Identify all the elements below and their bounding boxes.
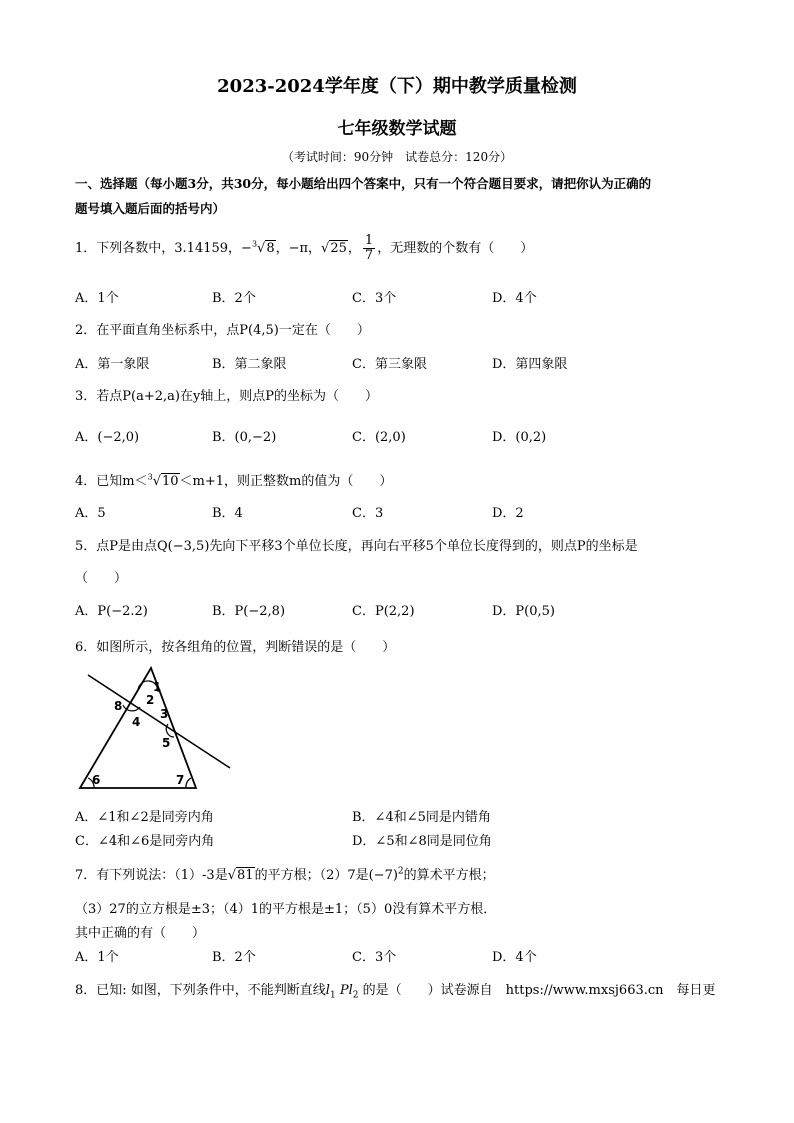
q1-prefix: 1．下列各数中，3.14159，: [75, 241, 242, 256]
q3-option-a: A．(−2,0): [75, 430, 140, 445]
angle-label-8: 8: [114, 699, 123, 713]
q7-option-d: D．4个: [492, 950, 537, 965]
angle-label-6: 6: [92, 773, 101, 787]
question-5: 5．点P是由点Q(−3,5)先向下平移3个单位长度，再向右平移5个单位长度得到的，则点P的坐标是: [75, 539, 638, 554]
triangle-figure: [78, 660, 238, 795]
q4-suffix: ＜m+1，则正整数m的值为（ ）: [179, 474, 393, 489]
q4-option-a: A．5: [75, 506, 106, 521]
question-7-line2: （3）27的立方根是±3；（4）1的平方根是±1；（5）0没有算术平方根．: [75, 902, 497, 917]
q4-cbrt-value: 10: [162, 474, 179, 489]
q7-option-c: C．3个: [352, 950, 397, 965]
q1-cbrt-index: 3: [251, 239, 258, 249]
q8-line-l2-sub: 2: [352, 990, 359, 1001]
section-heading-line1: 一、选择题（每小题3分，共30分，每小题给出四个答案中，只有一个符合题目要求，请把你认为正确的: [75, 176, 652, 191]
q1-pi: ，−π，: [275, 241, 322, 256]
question-2: 2．在平面直角坐标系中，点P(4,5)一定在（ ）: [75, 323, 370, 338]
q1-cbrt-sign: −: [241, 241, 252, 256]
q1-comma: ，: [347, 241, 361, 256]
section-heading-line2: 题号填入题后面的括号内）: [75, 201, 226, 216]
q6-option-c: C．∠4和∠6是同旁内角: [75, 834, 215, 849]
q8-part2: 的是（ ）试卷源自 https://www.mxsj663.cn 每日更: [358, 983, 716, 998]
q3-option-c: C．(2,0): [352, 430, 406, 445]
q7-part3: 的算术平方根；: [403, 868, 495, 883]
q5-option-a: A．P(−2.2): [75, 604, 148, 619]
q7-part1: 7．有下列说法：（1）-3是: [75, 868, 228, 883]
q3-option-b: B．(0,−2): [212, 430, 277, 445]
q1-option-b: B．2个: [212, 291, 256, 306]
exam-subtitle: 七年级数学试题: [337, 119, 457, 139]
q4-cbrt-index: 3: [147, 472, 153, 482]
q8-parallel-symbol: P: [335, 983, 349, 998]
angle-label-1: 1: [153, 680, 162, 694]
angle-label-4: 4: [132, 715, 141, 729]
angle-arc-7: [186, 778, 191, 788]
q1-suffix: ，无理数的个数有（ ）: [377, 241, 534, 256]
question-3: 3．若点P(a+2,a)在y轴上，则点P的坐标为（ ）: [75, 389, 379, 404]
q2-option-b: B．第二象限: [212, 357, 287, 372]
question-7: 7．有下列说法：（1）-3是√81的平方根；（2）7是$(-7)^2$的算术平方根；: [75, 866, 495, 883]
exam-title: 2023-2024学年度（下）期中教学质量检测: [217, 76, 577, 97]
q6-option-b: B．∠4和∠5同是内错角: [352, 810, 491, 825]
q1-option-a: A．1个: [75, 291, 119, 306]
q6-option-a: A．∠1和∠2是同旁内角: [75, 810, 214, 825]
question-1: 1．下列各数中，3.14159，−$^3$√8，−π，√25， $\frac{1}{7}$ ，无理数的个数有（ ）: [75, 233, 534, 263]
q4-option-c: C．3: [352, 506, 384, 521]
q8-line-l2: l: [348, 983, 353, 998]
q2-option-c: C．第三象限: [352, 357, 427, 372]
question-6: 6．如图所示，按各组角的位置，判断错误的是（ ）: [75, 640, 396, 655]
question-5-blank: （ ）: [75, 571, 128, 586]
exam-meta: （考试时间：90分钟 试卷总分：120分）: [281, 150, 513, 164]
q2-option-d: D．第四象限: [492, 357, 568, 372]
q1-option-c: C．3个: [352, 291, 397, 306]
question-8: [75, 979, 716, 1001]
q4-option-d: D．2: [492, 506, 524, 521]
q8-line-l1-sub: 1: [329, 990, 336, 1001]
angle-label-3: 3: [160, 707, 169, 721]
q3-option-d: D．(0,2): [492, 430, 547, 445]
q4-prefix: 4．已知m＜: [75, 474, 148, 489]
q5-option-b: B．P(−2,8): [212, 604, 286, 619]
q7-sqrt-value: 81: [237, 868, 254, 883]
q7-base: (−7): [368, 868, 398, 883]
q4-option-b: B．4: [212, 506, 243, 521]
q7-exponent: 2: [397, 866, 404, 877]
angle-label-5: 5: [162, 736, 171, 750]
q2-option-a: A．第一象限: [75, 357, 150, 372]
q7-option-b: B．2个: [212, 950, 256, 965]
q1-option-d: D．4个: [492, 291, 537, 306]
angle-label-2: 2: [146, 693, 155, 707]
question-4: 4．已知m＜$^3$√10＜m+1，则正整数m的值为（ ）: [75, 472, 393, 489]
question-7-line3: 其中正确的有（ ）: [75, 926, 206, 941]
q8-part1: 8．已知: 如图，下列条件中，不能判断直线: [75, 983, 326, 998]
q7-option-a: A．1个: [75, 950, 119, 965]
q1-sqrt-value: 25: [330, 241, 347, 256]
angle-label-7: 7: [176, 773, 185, 787]
q8-line-l1: l: [325, 983, 330, 998]
q1-fraction: [363, 234, 375, 263]
q6-option-d: D．∠5和∠8同是同位角: [352, 834, 492, 849]
q7-part2: 的平方根；（2）7是: [254, 868, 369, 883]
q1-cbrt-value: 8: [266, 241, 275, 256]
q1-fraction-denominator: 7: [364, 248, 374, 263]
q5-option-d: D．P(0,5): [492, 604, 555, 619]
q5-option-c: C．P(2,2): [352, 604, 415, 619]
q1-fraction-numerator: 1: [364, 233, 374, 248]
